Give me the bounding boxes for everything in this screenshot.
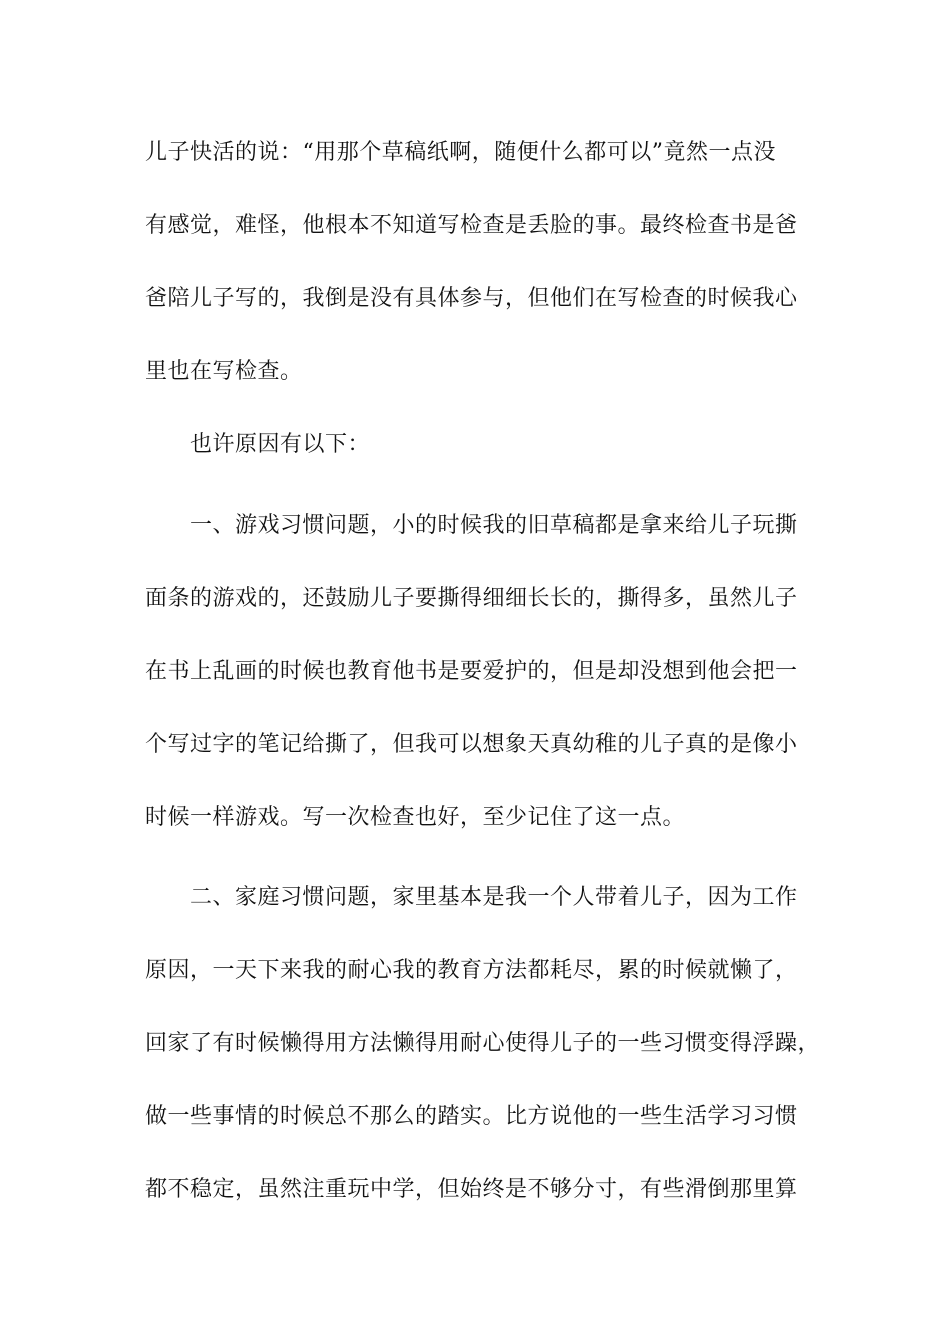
paragraph-line: 儿子快活的说：“用那个草稿纸啊，随便什么都可以”竟然一点没 [145,140,776,165]
paragraph-line: 时候一样游戏。写一次检查也好，至少记住了这一点。 [145,805,686,830]
paragraph-line: 面条的游戏的，还鼓励儿子要撕得细细长长的，撕得多，虽然儿子 [145,586,798,611]
paragraph-line: 个写过字的笔记给撕了，但我可以想象天真幼稚的儿子真的是像小 [145,732,798,757]
paragraph-line: 做一些事情的时候总不那么的踏实。比方说他的一些生活学习习惯 [145,1104,798,1129]
paragraph-line: 都不稳定，虽然注重玩中学，但始终是不够分寸，有些滑倒那里算 [145,1177,798,1202]
paragraph-line: 原因，一天下来我的耐心我的教育方法都耗尽，累的时候就懒了， [145,958,798,983]
paragraph-line: 里也在写检查。 [145,359,303,384]
paragraph-line: 爸陪儿子写的，我倒是没有具体参与，但他们在写检查的时候我心 [145,286,798,311]
paragraph-line: 在书上乱画的时候也教育他书是要爱护的，但是却没想到他会把一 [145,659,798,684]
paragraph-line: 回家了有时候懒得用方法懒得用耐心使得儿子的一些习惯变得浮躁， [145,1031,821,1056]
paragraph-line: 二、家庭习惯问题，家里基本是我一个人带着儿子，因为工作 [190,885,798,910]
paragraph-line: 一、游戏习惯问题，小的时候我的旧草稿都是拿来给儿子玩撕 [190,513,798,538]
paragraph-line: 有感觉，难怪，他根本不知道写检查是丢脸的事。最终检查书是爸 [145,213,798,238]
paragraph-line: 也许原因有以下： [190,432,371,457]
